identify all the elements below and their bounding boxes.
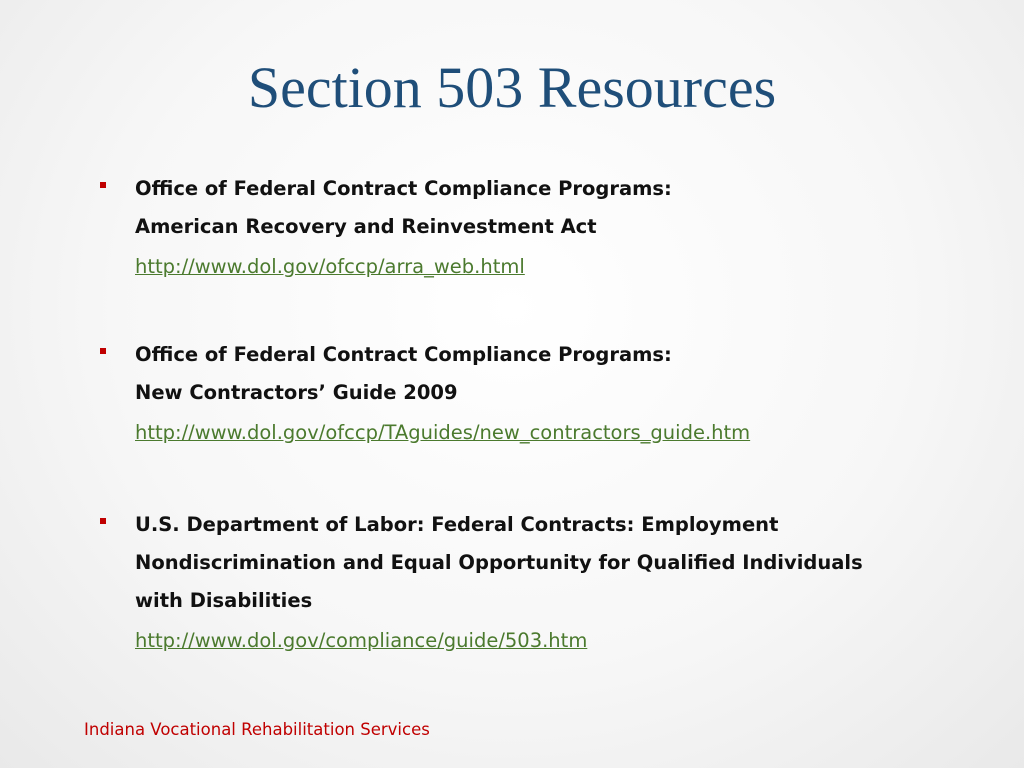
- slide-title: Section 503 Resources: [247, 55, 777, 120]
- resource-title-line: American Recovery and Reinvestment Act: [135, 215, 597, 238]
- resource-link-dol-503[interactable]: http://www.dol.gov/compliance/guide/503.htm: [135, 629, 588, 652]
- resource-title-line: U.S. Department of Labor: Federal Contracts: Employment: [135, 513, 779, 536]
- resource-item-dol-503: [98, 506, 863, 656]
- resource-item-arra: [98, 170, 672, 282]
- resource-title: [135, 170, 672, 246]
- square-bullet-icon: [100, 348, 106, 354]
- resource-title: [135, 506, 863, 620]
- resource-title: [135, 336, 750, 412]
- resource-title-line: Nondiscrimination and Equal Opportunity for Qualified Individuals: [135, 551, 863, 574]
- resource-item-contractors-guide: [98, 336, 750, 448]
- resource-title-line: with Disabilities: [135, 589, 313, 612]
- footer-organization: Indiana Vocational Rehabilitation Services: [84, 720, 430, 739]
- resource-title-line: New Contractors’ Guide 2009: [135, 381, 458, 404]
- square-bullet-icon: [100, 518, 106, 524]
- resource-link-contractors-guide[interactable]: http://www.dol.gov/ofccp/TAguides/new_contractors_guide.htm: [135, 421, 751, 444]
- square-bullet-icon: [100, 182, 106, 188]
- resource-link-arra[interactable]: http://www.dol.gov/ofccp/arra_web.html: [135, 255, 525, 278]
- resource-title-line: Office of Federal Contract Compliance Programs:: [135, 343, 672, 366]
- resource-title-line: Office of Federal Contract Compliance Programs:: [135, 177, 672, 200]
